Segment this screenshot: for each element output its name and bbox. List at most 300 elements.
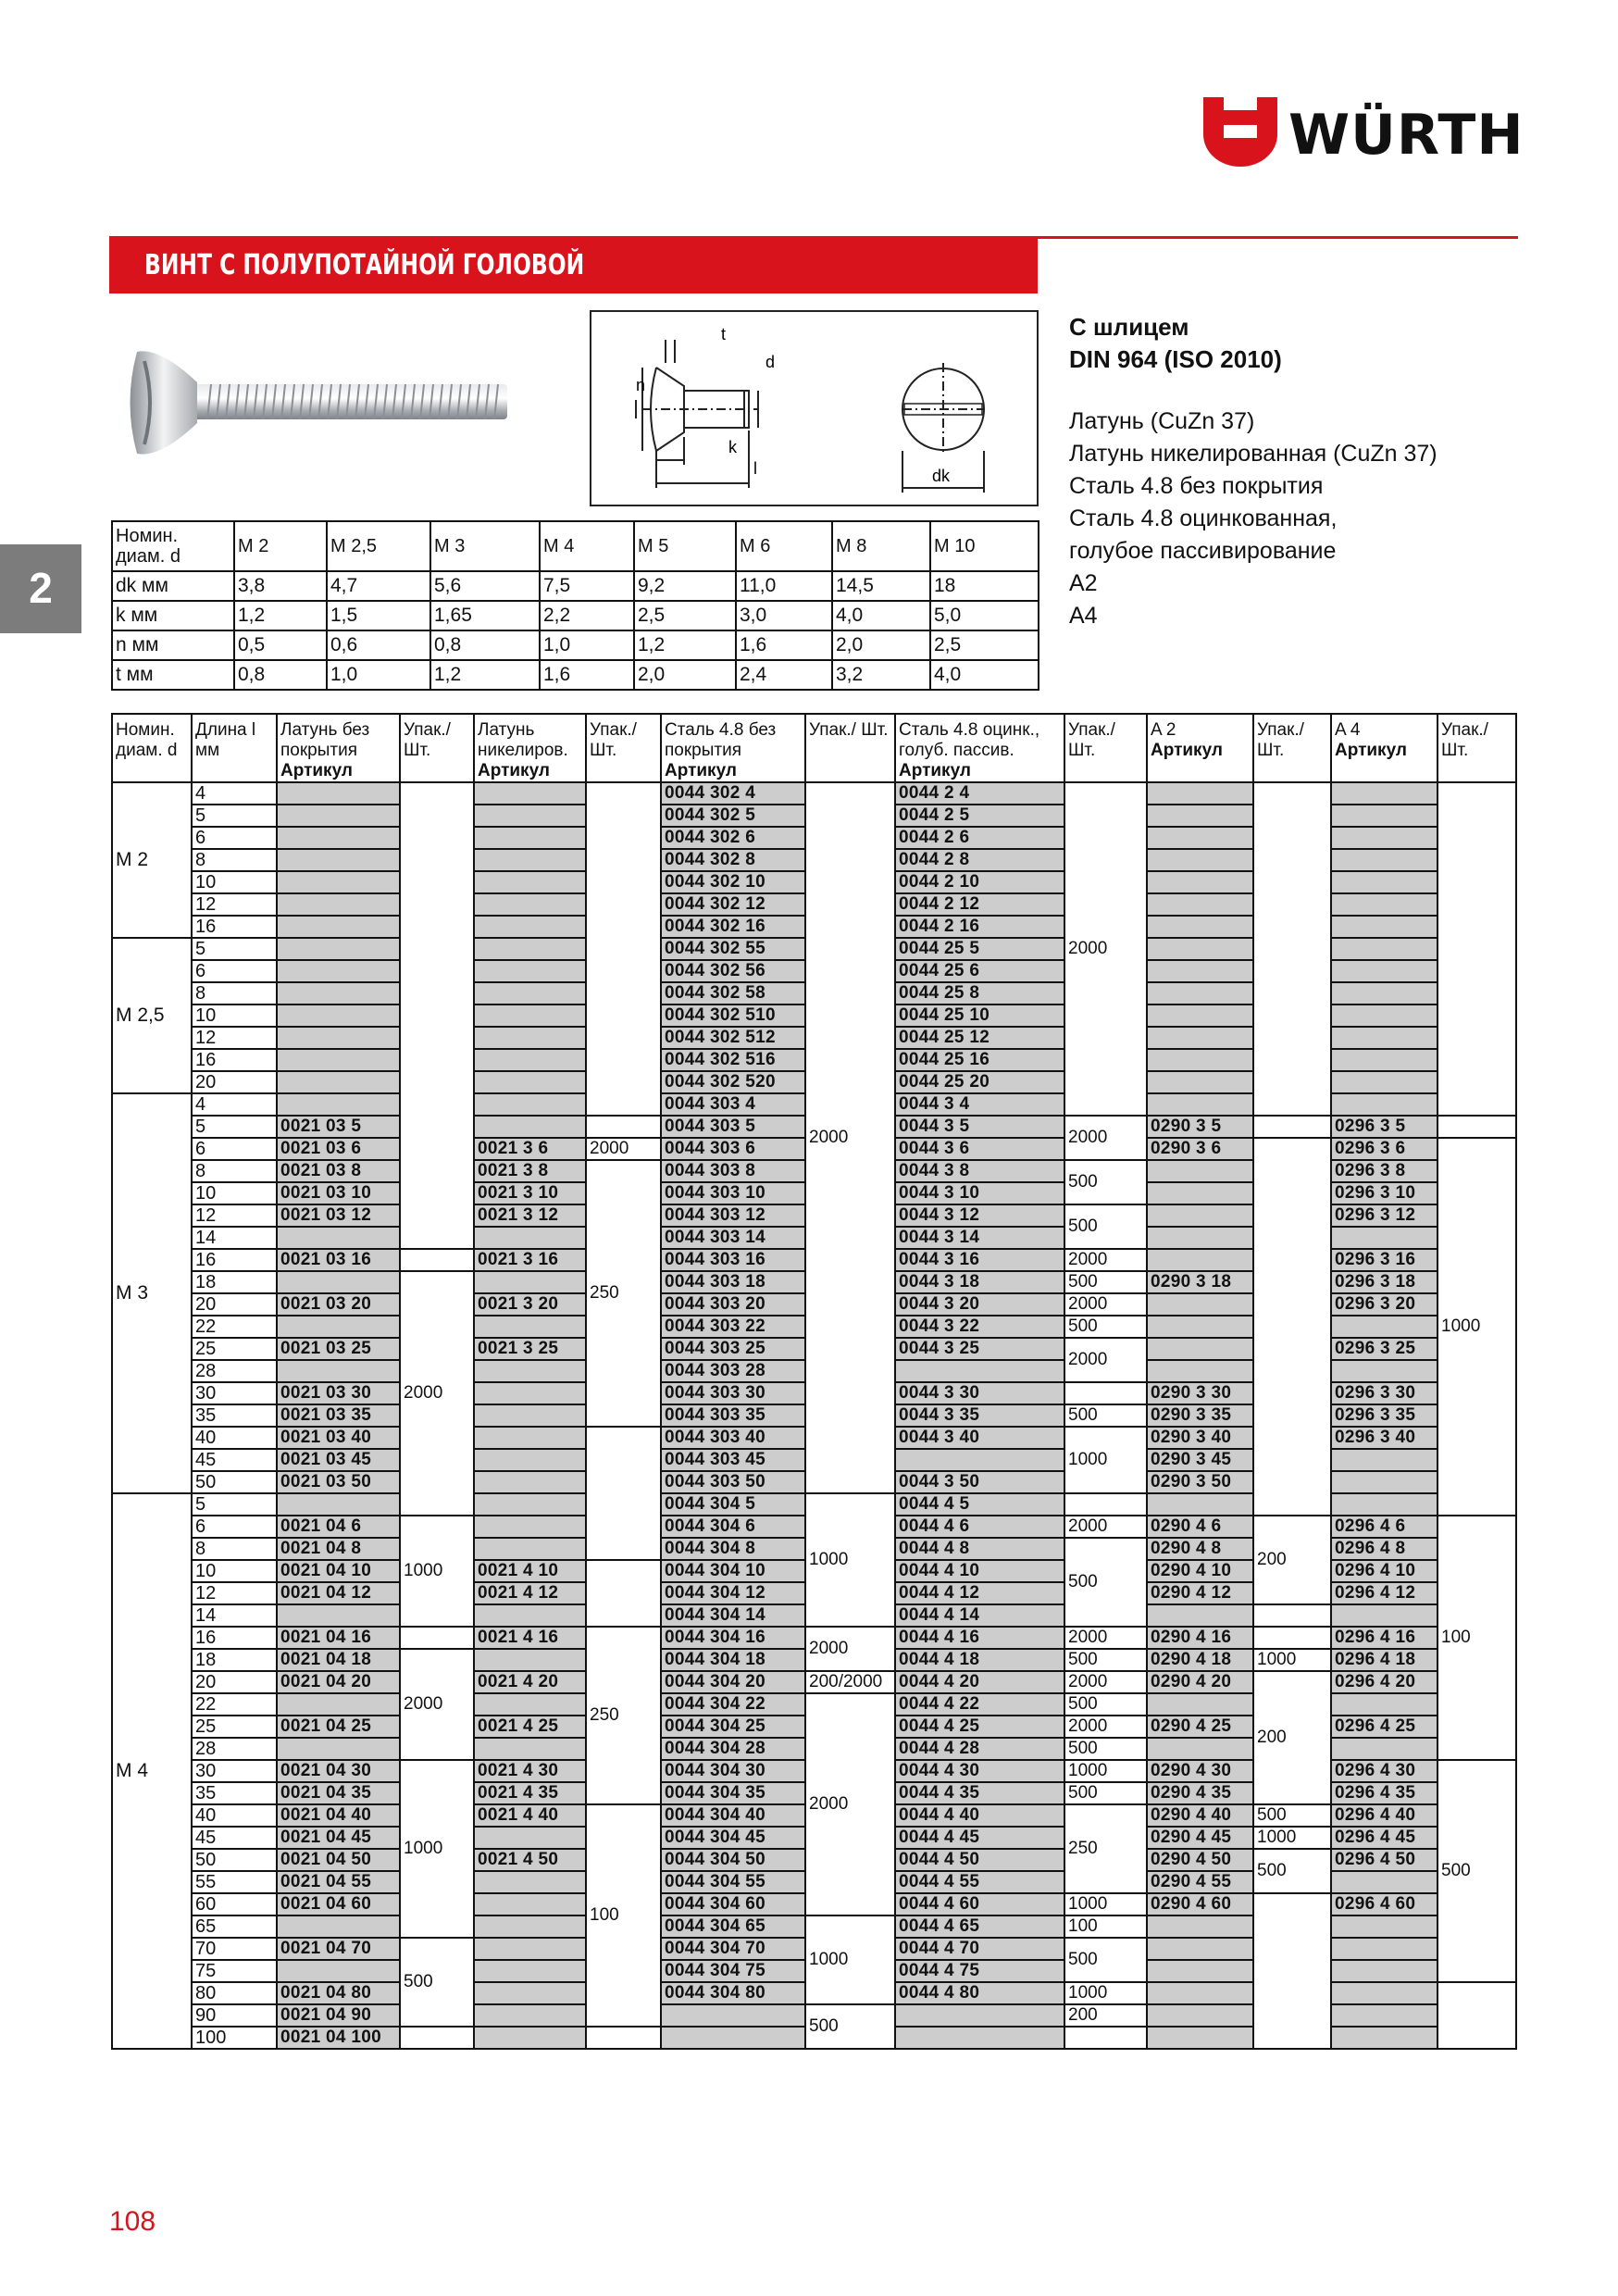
article-cell: 0044 302 58 — [661, 982, 805, 1004]
article-cell: 0044 3 18 — [895, 1271, 1064, 1293]
dim-row-label: dk мм — [112, 571, 234, 601]
article-cell: 0044 304 80 — [661, 1982, 805, 2004]
article-cell — [474, 1360, 586, 1382]
article-cell: 0044 304 12 — [661, 1582, 805, 1604]
article-cell: 0021 04 60 — [277, 1893, 400, 1915]
article-cell — [474, 893, 586, 916]
article-cell: 0290 3 40 — [1147, 1427, 1253, 1449]
length-cell: 50 — [192, 1849, 277, 1871]
article-cell — [1331, 871, 1438, 893]
article-cell: 0021 4 10 — [474, 1560, 586, 1582]
article-cell: 0044 302 510 — [661, 1004, 805, 1027]
pack-cell: 500 — [1064, 1160, 1147, 1204]
article-cell — [895, 1360, 1064, 1382]
article-cell: 0296 4 12 — [1331, 1582, 1438, 1604]
article-cell: 0044 4 45 — [895, 1827, 1064, 1849]
article-cell — [474, 782, 586, 805]
article-cell — [1147, 1338, 1253, 1360]
article-cell: 0044 3 12 — [895, 1204, 1064, 1227]
article-cell: 0021 4 12 — [474, 1582, 586, 1604]
article-cell: 0044 3 25 — [895, 1338, 1064, 1360]
pack-cell: 2000 — [1064, 1249, 1147, 1271]
article-cell: 0021 04 90 — [277, 2004, 400, 2027]
article-cell: 0021 04 25 — [277, 1716, 400, 1738]
dim-size-cell: M 8 — [832, 521, 930, 571]
length-cell: 100 — [192, 2027, 277, 2049]
length-cell: 22 — [192, 1316, 277, 1338]
pack-cell: 100 — [1064, 1915, 1147, 1938]
section-tab — [0, 544, 81, 633]
article-cell — [1331, 2027, 1438, 2049]
article-cell: 0021 3 20 — [474, 1293, 586, 1316]
article-cell: 0044 303 45 — [661, 1449, 805, 1471]
article-cell — [474, 1960, 586, 1982]
article-cell: 0021 4 16 — [474, 1627, 586, 1649]
article-cell: 0044 304 28 — [661, 1738, 805, 1760]
pack-cell — [400, 782, 474, 1249]
article-cell — [277, 1049, 400, 1071]
article-cell: 0044 303 4 — [661, 1093, 805, 1116]
col-header-pack: Упак./ Шт. — [400, 714, 474, 782]
article-cell — [474, 1316, 586, 1338]
article-cell: 0044 303 25 — [661, 1338, 805, 1360]
size-group-cell: M 2,5 — [112, 938, 192, 1093]
article-cell: 0021 3 6 — [474, 1138, 586, 1160]
article-cell: 0044 304 35 — [661, 1782, 805, 1804]
article-cell: 0044 3 6 — [895, 1138, 1064, 1160]
pack-cell: 500 — [400, 1938, 474, 2027]
article-cell: 0044 2 4 — [895, 782, 1064, 805]
pack-cell: 1000 — [1253, 1649, 1331, 1671]
article-cell — [1331, 1360, 1438, 1382]
article-cell: 0290 4 40 — [1147, 1804, 1253, 1827]
col-header-brass — [277, 714, 400, 782]
article-cell: 0044 4 70 — [895, 1938, 1064, 1960]
article-cell — [474, 1116, 586, 1138]
article-cell: 0044 303 18 — [661, 1271, 805, 1293]
pack-cell: 200 — [1253, 1516, 1331, 1604]
pack-cell — [1064, 2027, 1147, 2049]
article-cell — [277, 1693, 400, 1716]
article-cell — [474, 1027, 586, 1049]
article-cell — [1331, 916, 1438, 938]
length-cell: 12 — [192, 1582, 277, 1604]
article-cell: 0021 3 25 — [474, 1338, 586, 1360]
article-cell: 0021 04 10 — [277, 1560, 400, 1582]
article-cell: 0021 3 16 — [474, 1249, 586, 1271]
pack-cell: 2000 — [805, 1627, 895, 1671]
article-cell: 0044 4 8 — [895, 1538, 1064, 1560]
pack-cell — [586, 2027, 661, 2049]
col-header-text: A 2 — [1151, 720, 1176, 740]
length-cell: 22 — [192, 1693, 277, 1716]
page-title: ВИНТ С ПОЛУПОТАЙНОЙ ГОЛОВОЙ — [144, 249, 585, 281]
article-cell: 0021 3 8 — [474, 1160, 586, 1182]
article-cell — [1331, 1960, 1438, 1982]
table-row — [112, 1627, 1516, 1649]
article-cell — [474, 1893, 586, 1915]
article-cell — [277, 1738, 400, 1760]
article-cell: 0044 3 30 — [895, 1382, 1064, 1404]
length-cell: 6 — [192, 1138, 277, 1160]
dim-value-cell: 1,0 — [327, 660, 430, 690]
pack-cell: 2000 — [1064, 1116, 1147, 1160]
article-cell: 0044 4 22 — [895, 1693, 1064, 1716]
pack-cell — [1438, 1116, 1516, 1138]
article-cell: 0044 303 10 — [661, 1182, 805, 1204]
length-cell: 55 — [192, 1871, 277, 1893]
article-cell — [474, 805, 586, 827]
header-bar — [109, 236, 1038, 293]
article-cell — [1331, 1093, 1438, 1116]
article-cell — [1331, 1471, 1438, 1493]
article-cell — [1331, 893, 1438, 916]
article-cell: 0021 03 5 — [277, 1116, 400, 1138]
article-cell: 0044 304 70 — [661, 1938, 805, 1960]
article-cell: 0044 304 75 — [661, 1960, 805, 1982]
length-cell: 8 — [192, 849, 277, 871]
article-cell: 0021 4 35 — [474, 1782, 586, 1804]
article-cell: 0296 4 45 — [1331, 1827, 1438, 1849]
article-cell: 0044 304 16 — [661, 1627, 805, 1649]
article-cell: 0044 2 16 — [895, 916, 1064, 938]
article-cell — [474, 1004, 586, 1027]
article-cell: 0290 4 20 — [1147, 1671, 1253, 1693]
article-cell: 0044 3 5 — [895, 1116, 1064, 1138]
size-group-cell: M 2 — [112, 782, 192, 938]
article-cell — [474, 1093, 586, 1116]
article-cell — [1147, 1293, 1253, 1316]
article-cell: 0044 304 60 — [661, 1893, 805, 1915]
pack-cell: 200/2000 — [805, 1671, 895, 1693]
material-line: голубое пассивирование — [1069, 538, 1337, 564]
article-cell: 0021 4 25 — [474, 1716, 586, 1738]
article-cell: 0044 302 10 — [661, 871, 805, 893]
article-cell — [474, 1915, 586, 1938]
dim-row-label: n мм — [112, 630, 234, 660]
pack-cell — [586, 1116, 661, 1138]
article-cell — [474, 1449, 586, 1471]
article-cell: 0044 4 5 — [895, 1493, 1064, 1516]
article-cell: 0296 3 25 — [1331, 1338, 1438, 1360]
article-cell: 0044 302 6 — [661, 827, 805, 849]
article-cell — [474, 1938, 586, 1960]
length-cell: 4 — [192, 782, 277, 805]
article-cell: 0296 3 10 — [1331, 1182, 1438, 1204]
section-number: 2 — [29, 564, 53, 612]
pack-cell: 2000 — [805, 1693, 895, 1915]
article-cell — [1147, 1249, 1253, 1271]
article-cell — [1147, 1227, 1253, 1249]
col-header-steel — [661, 714, 805, 782]
pack-cell — [1064, 1382, 1147, 1404]
article-cell: 0044 25 6 — [895, 960, 1064, 982]
dim-row-label: k мм — [112, 601, 234, 630]
article-cell: 0044 303 22 — [661, 1316, 805, 1338]
article-cell — [1331, 1071, 1438, 1093]
length-cell: 12 — [192, 1027, 277, 1049]
article-cell — [1331, 2004, 1438, 2027]
pack-cell: 500 — [1064, 1782, 1147, 1804]
article-cell: 0044 303 20 — [661, 1293, 805, 1316]
article-cell: 0044 2 8 — [895, 849, 1064, 871]
article-cell — [1331, 960, 1438, 982]
article-cell — [474, 1071, 586, 1093]
article-cell — [895, 2004, 1064, 2027]
article-cell: 0044 4 40 — [895, 1804, 1064, 1827]
pack-cell: 200 — [1253, 1671, 1331, 1804]
article-cell: 0290 4 35 — [1147, 1782, 1253, 1804]
article-cell — [661, 2004, 805, 2027]
article-cell — [1147, 1049, 1253, 1071]
article-cell — [1147, 916, 1253, 938]
length-cell: 10 — [192, 1560, 277, 1582]
article-cell — [1331, 1693, 1438, 1716]
article-cell: 0044 3 50 — [895, 1471, 1064, 1493]
article-cell — [1147, 871, 1253, 893]
wurth-logo-icon — [1203, 97, 1277, 167]
dim-value-cell: 2,2 — [540, 601, 634, 630]
pack-cell: 1000 — [1253, 1827, 1331, 1849]
dim-row — [112, 601, 1039, 630]
article-cell — [277, 1960, 400, 1982]
pack-cell: 500 — [1064, 1316, 1147, 1338]
drawing-svg — [591, 312, 1037, 505]
pack-cell: 2000 — [1064, 1671, 1147, 1693]
article-cell: 0044 4 35 — [895, 1782, 1064, 1804]
dim-size-cell: M 3 — [430, 521, 540, 571]
article-cell — [1331, 1449, 1438, 1471]
pack-cell: 100 — [1438, 1516, 1516, 1760]
article-cell — [277, 1271, 400, 1293]
article-cell: 0044 3 35 — [895, 1404, 1064, 1427]
dim-size-cell: M 10 — [930, 521, 1039, 571]
article-cell: 0044 25 12 — [895, 1027, 1064, 1049]
article-cell: 0296 3 5 — [1331, 1116, 1438, 1138]
material-line: Сталь 4.8 оцинкованная, — [1069, 505, 1338, 531]
col-header-art: Артикул — [665, 761, 737, 780]
length-cell: 28 — [192, 1360, 277, 1382]
length-cell: 50 — [192, 1471, 277, 1493]
article-cell: 0044 3 10 — [895, 1182, 1064, 1204]
article-cell: 0021 04 70 — [277, 1938, 400, 1960]
pack-cell: 2000 — [400, 1271, 474, 1516]
article-cell — [474, 871, 586, 893]
article-cell: 0021 04 8 — [277, 1538, 400, 1560]
material-line: A2 — [1069, 570, 1098, 596]
article-cell: 0044 303 6 — [661, 1138, 805, 1160]
length-cell: 35 — [192, 1404, 277, 1427]
article-cell: 0044 303 14 — [661, 1227, 805, 1249]
article-cell — [277, 1493, 400, 1516]
pack-cell — [586, 1560, 661, 1627]
article-cell: 0044 304 10 — [661, 1560, 805, 1582]
length-cell: 80 — [192, 1982, 277, 2004]
length-cell: 10 — [192, 1004, 277, 1027]
length-cell: 65 — [192, 1915, 277, 1938]
length-cell: 18 — [192, 1271, 277, 1293]
article-cell: 0296 3 8 — [1331, 1160, 1438, 1182]
col-header-art: Артикул — [899, 761, 971, 780]
dim-size-cell: M 2 — [234, 521, 327, 571]
article-cell: 0290 4 18 — [1147, 1649, 1253, 1671]
article-cell: 0044 304 5 — [661, 1493, 805, 1516]
wurth-logo — [1203, 97, 1523, 167]
article-cell: 0044 4 65 — [895, 1915, 1064, 1938]
length-cell: 60 — [192, 1893, 277, 1915]
pack-cell: 250 — [1064, 1804, 1147, 1893]
article-cell — [277, 893, 400, 916]
article-cell — [474, 1982, 586, 2004]
article-cell: 0021 04 35 — [277, 1782, 400, 1804]
article-cell: 0021 04 12 — [277, 1582, 400, 1604]
article-cell: 0044 303 12 — [661, 1204, 805, 1227]
pack-cell — [1253, 782, 1331, 1116]
article-cell: 0290 4 50 — [1147, 1849, 1253, 1871]
article-cell — [1147, 1738, 1253, 1760]
article-cell: 0044 302 12 — [661, 893, 805, 916]
pack-cell: 100 — [586, 1804, 661, 2027]
article-cell — [474, 1404, 586, 1427]
pack-cell — [1253, 1116, 1331, 1138]
label-n: n — [636, 376, 646, 394]
pack-cell: 500 — [1064, 1649, 1147, 1671]
article-cell: 0296 3 16 — [1331, 1249, 1438, 1271]
article-cell — [1331, 1604, 1438, 1627]
article-cell: 0044 302 8 — [661, 849, 805, 871]
size-group-cell: M 3 — [112, 1093, 192, 1493]
length-cell: 20 — [192, 1671, 277, 1693]
length-cell: 10 — [192, 1182, 277, 1204]
pack-cell: 1000 — [805, 1493, 895, 1627]
dim-value-cell: 3,2 — [832, 660, 930, 690]
article-cell: 0290 4 55 — [1147, 1871, 1253, 1893]
col-header-text: Сталь 4.8 оцинк., голуб. пассив. — [899, 720, 1040, 760]
article-cell: 0021 03 8 — [277, 1160, 400, 1182]
article-cell: 0021 03 25 — [277, 1338, 400, 1360]
length-cell: 40 — [192, 1804, 277, 1827]
dim-value-cell: 5,0 — [930, 601, 1039, 630]
article-cell: 0290 4 6 — [1147, 1516, 1253, 1538]
col-header-nickel — [474, 714, 586, 782]
article-cell: 0044 304 40 — [661, 1804, 805, 1827]
article-cell: 0296 4 60 — [1331, 1893, 1438, 1915]
article-cell — [474, 1382, 586, 1404]
pack-cell: 1000 — [1064, 1982, 1147, 2004]
pack-cell: 500 — [1064, 1693, 1147, 1716]
article-cell — [277, 782, 400, 805]
article-cell — [474, 1049, 586, 1071]
article-cell: 0044 4 55 — [895, 1871, 1064, 1893]
article-cell: 0290 3 5 — [1147, 1116, 1253, 1138]
table-row — [112, 782, 1516, 805]
article-cell: 0021 04 18 — [277, 1649, 400, 1671]
article-cell — [1331, 1738, 1438, 1760]
article-cell — [277, 1604, 400, 1627]
article-cell: 0290 3 6 — [1147, 1138, 1253, 1160]
pack-cell: 250 — [586, 1160, 661, 1427]
length-cell: 10 — [192, 871, 277, 893]
article-cell: 0021 03 40 — [277, 1427, 400, 1449]
article-cell: 0044 25 20 — [895, 1071, 1064, 1093]
article-cell — [474, 1871, 586, 1893]
article-cell — [1147, 1493, 1253, 1516]
col-header-pack: Упак./ Шт. — [586, 714, 661, 782]
article-cell: 0044 4 30 — [895, 1760, 1064, 1782]
size-group-cell: M 4 — [112, 1493, 192, 2049]
article-cell — [1147, 1160, 1253, 1182]
table-row — [112, 1671, 1516, 1693]
pack-cell — [400, 1627, 474, 1649]
article-cell: 0044 304 55 — [661, 1871, 805, 1893]
pack-cell: 1000 — [400, 1760, 474, 1938]
length-cell: 30 — [192, 1382, 277, 1404]
length-cell: 30 — [192, 1760, 277, 1782]
article-cell — [474, 1827, 586, 1849]
spec-block — [1069, 311, 1550, 632]
article-cell: 0044 304 45 — [661, 1827, 805, 1849]
spec-title-line1: С шлицем — [1069, 313, 1189, 341]
length-cell: 6 — [192, 960, 277, 982]
pack-cell: 500 — [1064, 1204, 1147, 1249]
article-cell — [474, 2027, 586, 2049]
label-d: d — [765, 353, 776, 371]
dim-value-cell: 5,6 — [430, 571, 540, 601]
header-rule — [1037, 236, 1518, 239]
dim-value-cell: 2,4 — [736, 660, 832, 690]
article-cell: 0044 304 50 — [661, 1849, 805, 1871]
article-cell: 0044 304 22 — [661, 1693, 805, 1716]
article-cell — [277, 1093, 400, 1116]
article-cell — [1331, 1871, 1438, 1893]
length-cell: 25 — [192, 1338, 277, 1360]
article-cell: 0044 2 10 — [895, 871, 1064, 893]
length-cell: 16 — [192, 1627, 277, 1649]
article-cell — [474, 1649, 586, 1671]
article-cell — [1331, 938, 1438, 960]
dim-size-cell: M 5 — [634, 521, 736, 571]
article-cell: 0296 4 20 — [1331, 1671, 1438, 1693]
article-cell: 0044 2 12 — [895, 893, 1064, 916]
dim-value-cell: 3,8 — [234, 571, 327, 601]
article-cell: 0044 302 512 — [661, 1027, 805, 1049]
article-cell: 0290 3 18 — [1147, 1271, 1253, 1293]
article-cell — [277, 1071, 400, 1093]
article-cell: 0044 302 520 — [661, 1071, 805, 1093]
article-cell — [1331, 827, 1438, 849]
article-cell: 0021 4 50 — [474, 1849, 586, 1871]
pack-cell: 500 — [1064, 1404, 1147, 1427]
length-cell: 8 — [192, 1538, 277, 1560]
table-header-row — [112, 714, 1516, 782]
article-cell: 0296 4 10 — [1331, 1560, 1438, 1582]
article-cell — [1331, 805, 1438, 827]
article-cell: 0044 25 5 — [895, 938, 1064, 960]
article-cell: 0044 304 25 — [661, 1716, 805, 1738]
col-header-pack: Упак./ Шт. — [805, 714, 895, 782]
article-cell: 0044 304 14 — [661, 1604, 805, 1627]
col-header-text: A 4 — [1335, 720, 1361, 740]
dim-value-cell: 2,5 — [930, 630, 1039, 660]
length-cell: 16 — [192, 916, 277, 938]
article-cell — [474, 2004, 586, 2027]
article-cell — [1147, 1915, 1253, 1938]
length-cell: 75 — [192, 1960, 277, 1982]
article-cell — [1331, 1027, 1438, 1049]
dim-value-cell: 1,2 — [234, 601, 327, 630]
dim-value-cell: 11,0 — [736, 571, 832, 601]
article-cell — [1147, 1604, 1253, 1627]
